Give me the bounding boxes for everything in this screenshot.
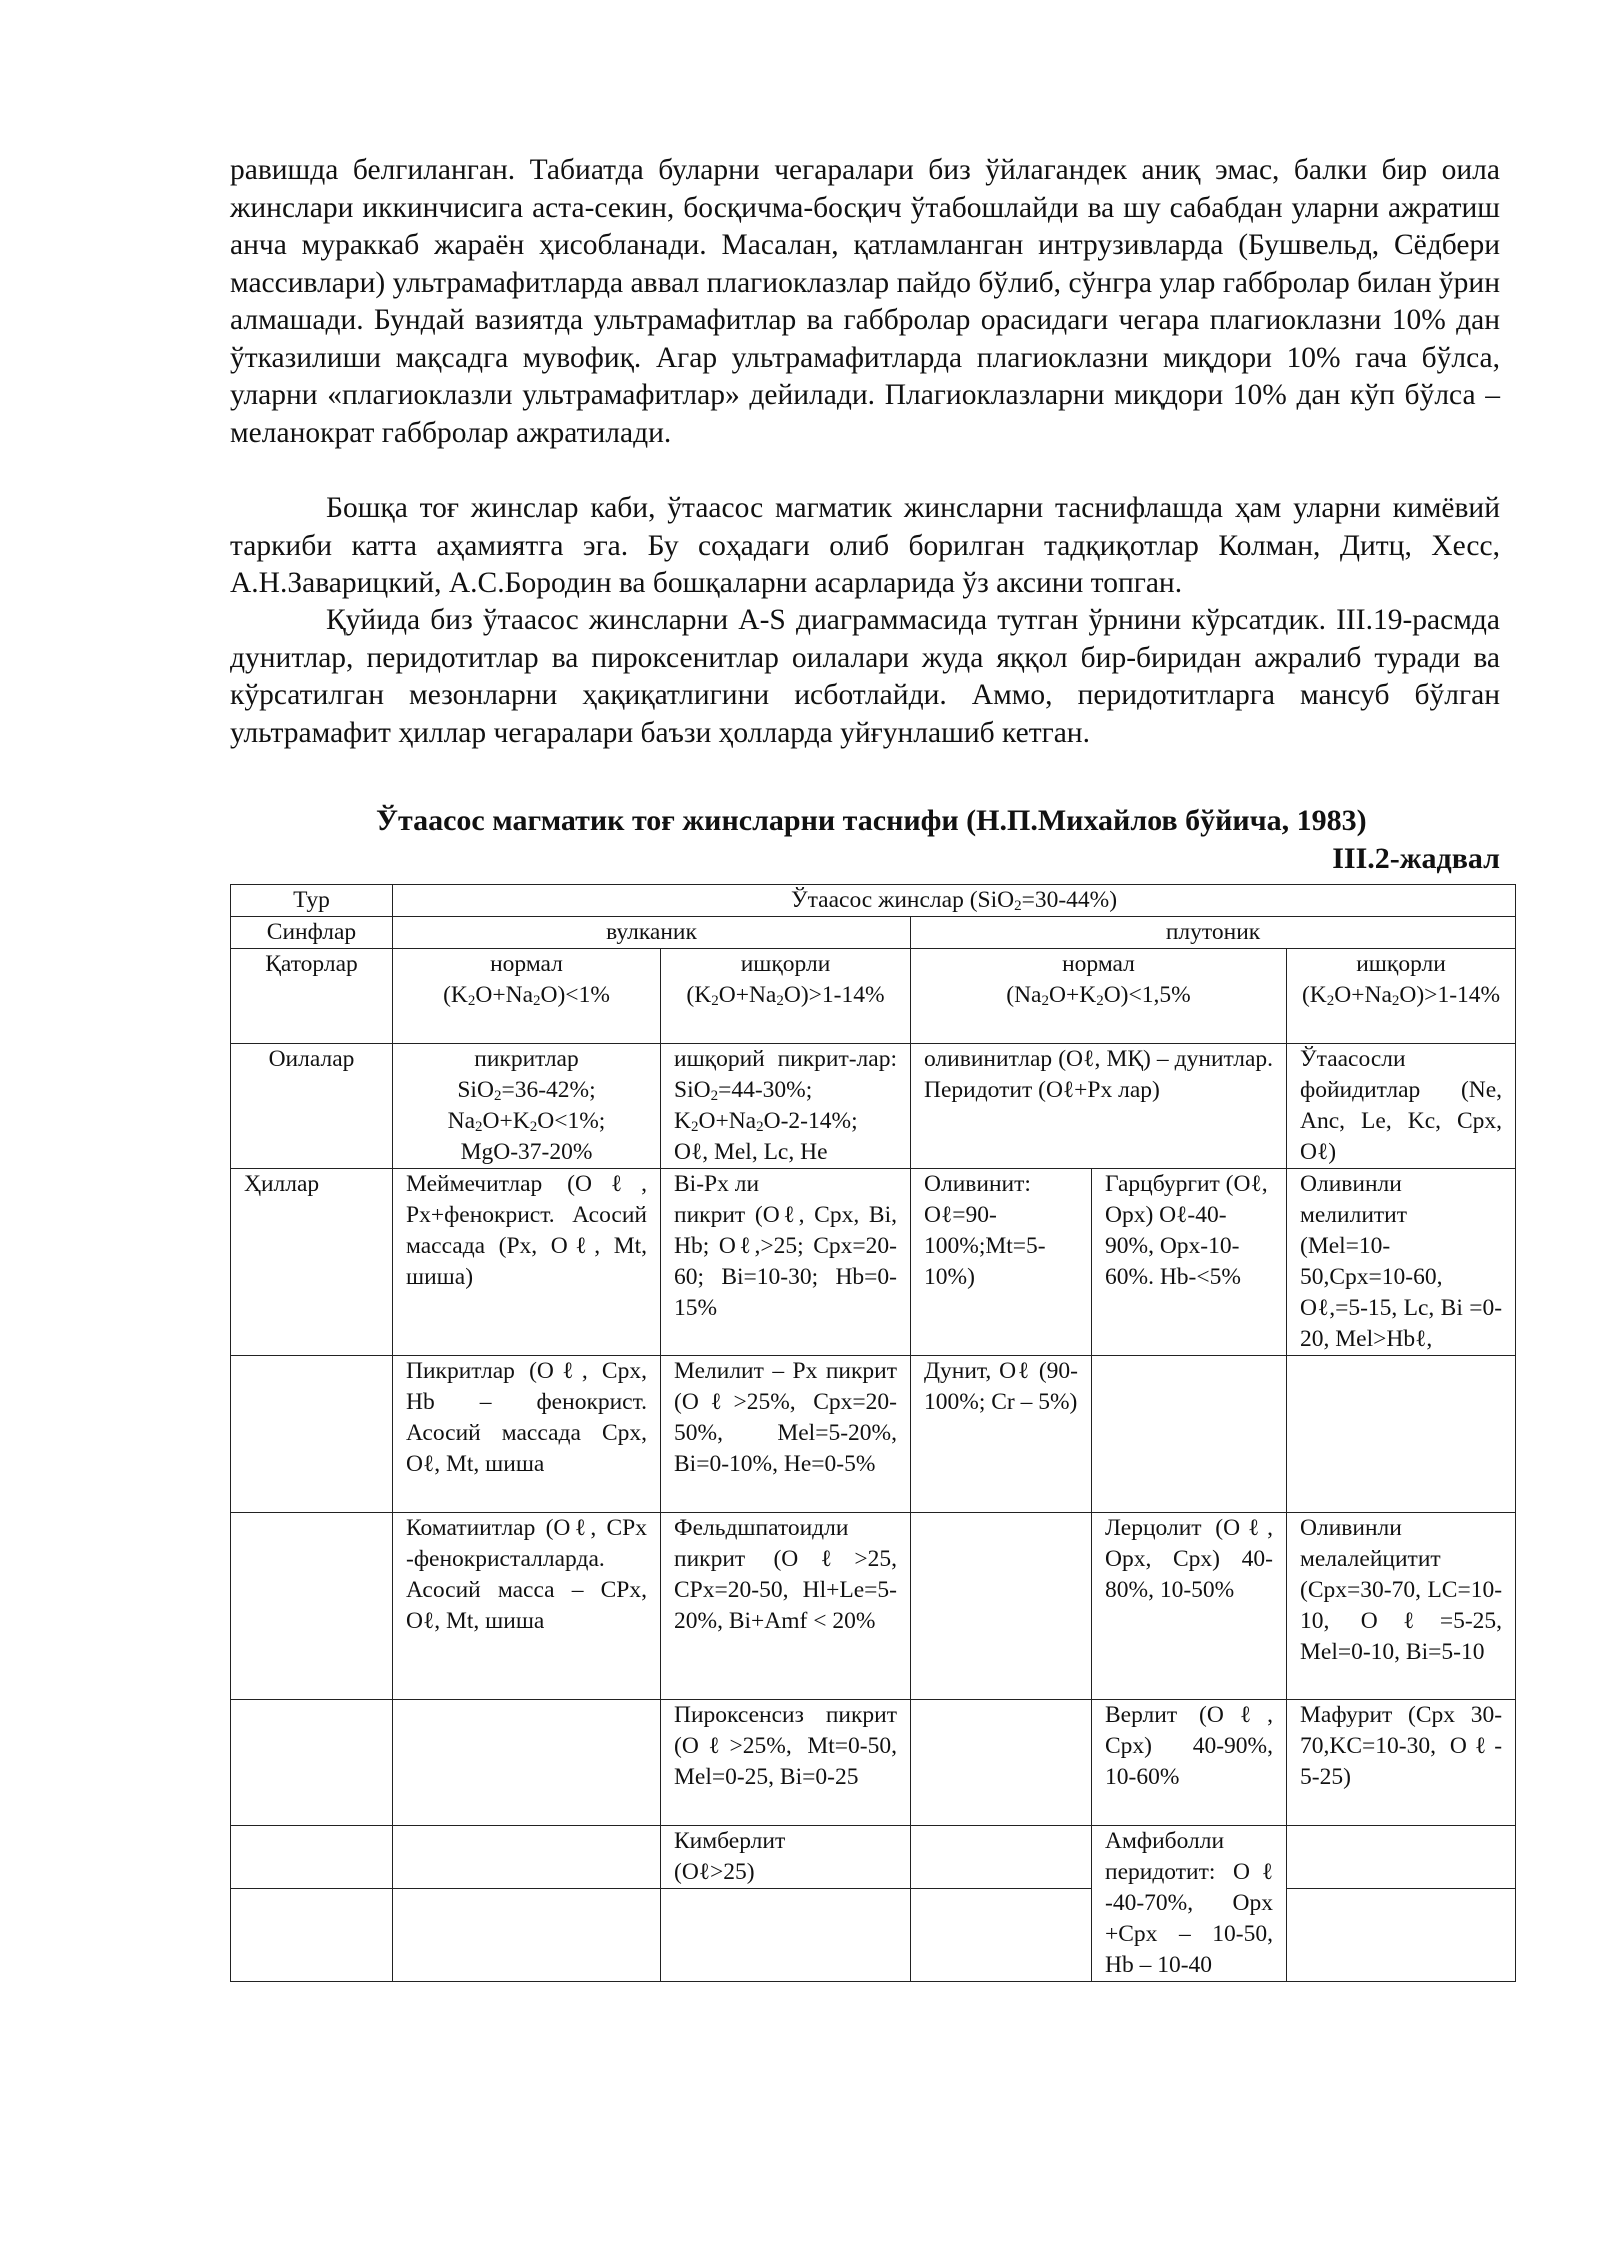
empty-cell — [393, 1700, 661, 1826]
table-row — [231, 1356, 1516, 1513]
variety-cell: Коматиитлар (Oℓ, CPx -фенокристалларда. Асосий масса – CPx, Oℓ, Mt, шиша — [393, 1513, 661, 1700]
row-label-classes: Синфлар — [231, 917, 393, 949]
paragraph-3: Қуйида биз ўтаасос жинсларни A-S диаграммасида тутган ўрнини кўрсатдик. III.19-расмда дунитлар, перидотитлар ва пироксенитлар оилалари жуда яққол бир-биридан ажралиб туради ва кўрсатилган мезонларни ҳақиқатлигини исботлайди. Аммо, перидотитларга мансуб бўлган ультрамафит ҳиллар чегаралари баъзи ҳолларда уйғунлашиб кетган. — [230, 604, 1500, 749]
series-plutonic-normal-cell: нормал $(Na_2O+K_2O)<1,5\%$ — [911, 949, 1287, 1044]
row-families — [231, 1044, 1516, 1169]
empty-cell — [231, 1356, 393, 1513]
type-value-cell: Ўтаасос жинслар (SiO$_2$=30-44%) — [393, 885, 1516, 917]
series-plutonic-alkaline-cell: ишқорли $(K_2O+Na_2O)>1-14\%$ — [1287, 949, 1516, 1044]
family-volcanic-normal-cell: пикритлар SiO$_2$=36-42%; $Na_2O+K_2O<1\%$; MgO-37-20% — [393, 1044, 661, 1169]
empty-cell — [231, 1513, 393, 1700]
table-row — [231, 1826, 1516, 1889]
empty-cell — [231, 1700, 393, 1826]
class-volcanic-cell: вулканик — [393, 917, 911, 949]
classification-table — [230, 884, 1516, 1982]
empty-cell — [1287, 1889, 1516, 1982]
family-plutonic-alkaline-cell: Ўтаасосли фойидитлар (Ne, Anc, Le, Kc, Cpx, Oℓ) — [1287, 1044, 1516, 1169]
row-classes — [231, 917, 1516, 949]
variety-cell: Пикритлар (Oℓ, Cpx, Hb – фенокрист. Асосий массада Cpx, Oℓ, Mt, шиша — [393, 1356, 661, 1513]
empty-cell — [393, 1826, 661, 1889]
row-series — [231, 949, 1516, 1044]
empty-cell — [911, 1826, 1092, 1889]
variety-cell: Bi-Px ли пикрит (Oℓ, Cpx, Bi, Hb; Oℓ,>25; Cpx=20-60; Bi=10-30; Hb=0-15% — [661, 1169, 911, 1356]
empty-cell — [393, 1889, 661, 1982]
row-label-type: Тур — [231, 885, 393, 917]
row-label-varieties: Ҳиллар — [231, 1169, 393, 1356]
variety-cell: Мелилит – Px пикрит (Oℓ>25%, Cpx=20-50%, Mel=5-20%, Bi=0-10%, He=0-5% — [661, 1356, 911, 1513]
family-plutonic-normal-cell: оливинитлар (Oℓ, MҚ) – дунитлар. Перидотит (Oℓ+Px лар) — [911, 1044, 1287, 1169]
empty-cell — [1092, 1356, 1287, 1513]
empty-cell — [1287, 1826, 1516, 1889]
empty-cell — [911, 1700, 1092, 1826]
family-volcanic-alkaline-cell: ишқорий пикрит-лар: SiO$_2$=44-30%; $K_2O+Na_2O-2-14\%$; Oℓ, Mel, Lc, He — [661, 1044, 911, 1169]
paragraph-2: Бошқа тоғ жинслар каби, ўтаасос магматик жинсларни таснифлашда ҳам уларни кимёвий таркиби катта аҳамиятга эга. Бу соҳадаги олиб борилган тадқиқотлар Колман, Дитц, Хесс, А.Н.Заварицкий, А.С.Бородин ва бошқаларни асарларида ўз аксини топган. — [230, 492, 1500, 599]
table-title: Ўтаасос магматик тоғ жинсларни таснифи (Н.П.Михайлов бўйича, 1983) — [376, 804, 1367, 837]
series-volcanic-alkaline-cell: ишқорли $(K_2O+Na_2O)>1-14\%$ — [661, 949, 911, 1044]
variety-cell: Оливинли мелалейцитит (Cpx=30-70, LC=10-10, Oℓ=5-25, Mel=0-10, Bi=5-10 — [1287, 1513, 1516, 1700]
variety-cell: Верлит (Oℓ, Cpx) 40-90%, 10-60% — [1092, 1700, 1287, 1826]
variety-cell: Оливинли мелилитит (Mel=10-50,Cpx=10-60, Oℓ,=5-15, Lc, Bi =0-20, Mel>Hbℓ, — [1287, 1169, 1516, 1356]
empty-cell — [661, 1889, 911, 1982]
row-label-families: Оилалар — [231, 1044, 393, 1169]
table-row — [231, 1700, 1516, 1826]
variety-cell: Мафурит (Cpx 30-70,KC=10-30, Oℓ- 5-25) — [1287, 1700, 1516, 1826]
variety-cell: Амфиболли перидотит: Oℓ -40-70%, Opx +Cpx – 10-50, Hb – 10-40 — [1092, 1826, 1287, 1982]
empty-cell — [231, 1889, 393, 1982]
table-row — [231, 1169, 1516, 1356]
table-number: III.2-жадвал — [1332, 842, 1500, 875]
series-volcanic-normal-cell: нормал $(K_2O+Na_2O)<1\%$ — [393, 949, 661, 1044]
variety-cell: Лерцолит (Oℓ, Opx, Cpx) 40-80%, 10-50% — [1092, 1513, 1287, 1700]
empty-cell — [911, 1513, 1092, 1700]
empty-cell — [911, 1889, 1092, 1982]
empty-cell — [1287, 1356, 1516, 1513]
variety-cell: Дунит, Oℓ (90-100%; Cr – 5%) — [911, 1356, 1092, 1513]
variety-cell: Меймечитлар (Oℓ, Px+фенокрист. Асосий массада (Px, Oℓ, Mt, шиша) — [393, 1169, 661, 1356]
row-type — [231, 885, 1516, 917]
paragraph-1: равишда белгиланган. Табиатда буларни чегаралари биз ўйлагандек аниқ эмас, балки бир оила жинслари иккинчисига аста-секин, босқичма-босқич ўтабошлайди ва шу сабабдан уларни ажратиш анча мураккаб жараён ҳисобланади. Масалан, қатламланган интрузивларда (Бушвельд, Сёдбери массивлари) ультрамафитларда аввал плагиоклазлар пайдо бўлиб, сўнгра улар габбролар билан ўрин алмашади. Бундай вазиятда ультрамафитлар ва габбролар орасидаги чегара плагиоклазни 10% дан ўтказилиши мақсадга мувофиқ. Агар ультрамафитларда плагиоклазни миқдори 10% гача бўлса, уларни «плагиоклазли ультрамафитлар» дейилади. Плагиоклазларни миқдори 10% дан кўп бўлса – меланократ габбролар ажратилади. — [230, 154, 1500, 449]
class-plutonic-cell: плутоник — [911, 917, 1516, 949]
variety-cell: Гарцбургит (Oℓ, Opx) Oℓ-40-90%, Opx-10-60%. Hb-<5% — [1092, 1169, 1287, 1356]
table-row — [231, 1889, 1516, 1982]
variety-cell: Фельдшпатоидли пикрит (Oℓ>25, CPx=20-50, Hl+Le=5-20%, Bi+Amf < 20% — [661, 1513, 911, 1700]
variety-cell: Кимберлит (Oℓ>25) — [661, 1826, 911, 1889]
empty-cell — [231, 1826, 393, 1889]
variety-cell: Пироксенсиз пикрит (Oℓ>25%, Mt=0-50, Mel=0-25, Bi=0-25 — [661, 1700, 911, 1826]
table-row — [231, 1513, 1516, 1700]
row-label-series: Қаторлар — [231, 949, 393, 1044]
variety-cell: Оливинит: Oℓ=90-100%;Mt=5-10%) — [911, 1169, 1092, 1356]
